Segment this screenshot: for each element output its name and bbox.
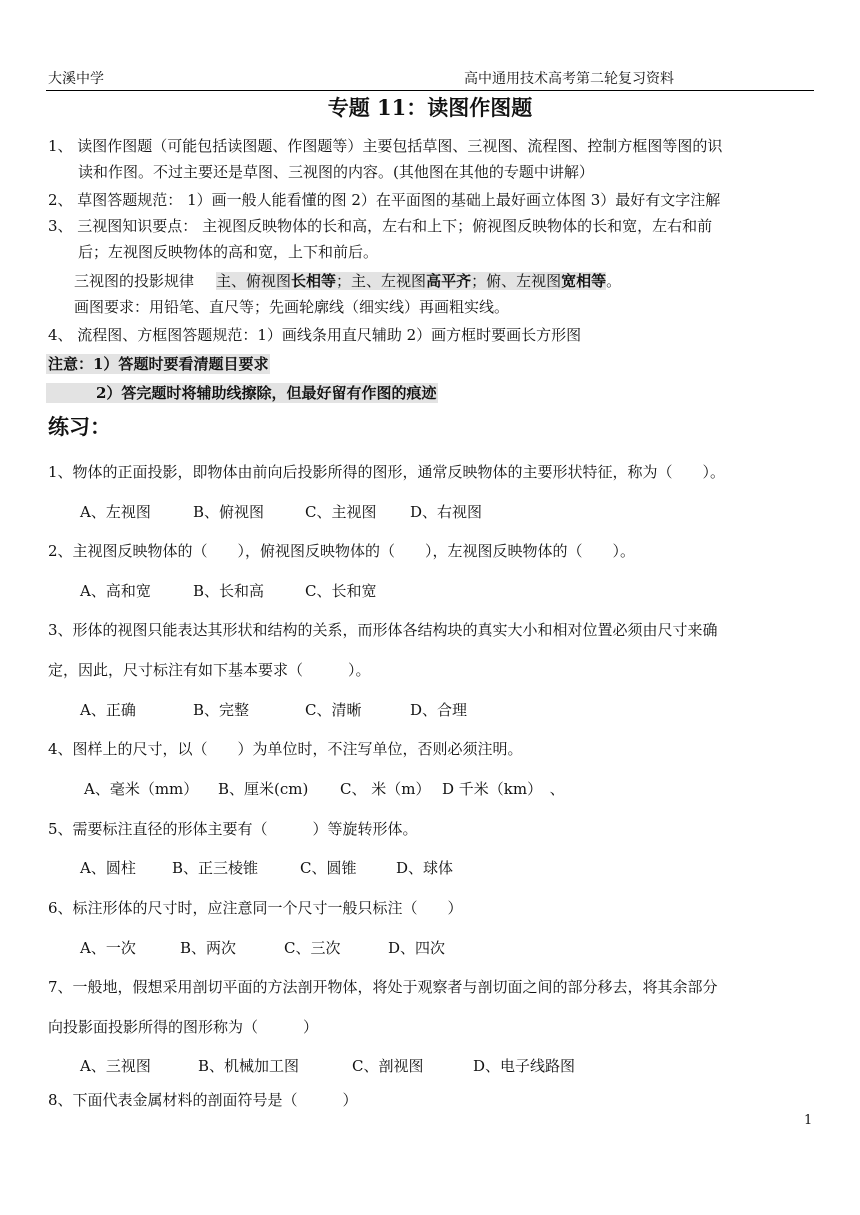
question-8: 8、下面代表金属材料的剖面符号是（ ） <box>48 1091 358 1109</box>
option: D、球体 <box>396 859 454 877</box>
question-7-line-1: 7、一般地，假想采用剖切平面的方法剖开物体，将处于观察者与剖切面之间的部分移去，将其余部分 <box>48 978 718 996</box>
option: B、两次 <box>180 939 237 957</box>
intro-item-3-line-1: 3、 三视图知识要点： 主视图反映物体的长和高，左右和上下；俯视图反映物体的长和宽，左右和前 <box>48 217 713 235</box>
intro-item-3-line-2: 后；左视图反映物体的高和宽，上下和前后。 <box>78 243 379 261</box>
option: B、厘米(cm) <box>218 780 309 798</box>
option: B、正三棱锥 <box>172 859 259 877</box>
header-school: 大溪中学 <box>48 71 104 87</box>
option: B、机械加工图 <box>198 1057 300 1075</box>
option: C、剖视图 <box>352 1057 424 1075</box>
note-line-1 <box>46 354 270 374</box>
intro-item-1-line-2: 读和作图。不过主要还是草图、三视图的内容。(其他图在其他的专题中讲解） <box>78 163 594 181</box>
option: C、 米（m） <box>340 780 431 798</box>
projection-part-3: ；俯、左视图 <box>471 272 562 290</box>
question-7-line-2: 向投影面投影所得的图形称为（ ） <box>48 1018 319 1036</box>
note-line-2 <box>46 383 438 403</box>
question-1: 1、物体的正面投影，即物体由前向后投影所得的图形，通常反映物体的主要形状特征，称为（ ）。 <box>48 463 726 481</box>
question-3-line-1: 3、形体的视图只能表达其形状和结构的关系，而形体各结构块的真实大小和相对位置必须由尺寸来确 <box>48 621 718 639</box>
page-number: 1 <box>804 1113 813 1128</box>
question-5-options <box>80 858 453 878</box>
projection-highlight <box>216 272 606 290</box>
note-2-text: 2）答完题时将辅助线擦除，但最好留有作图的痕迹 <box>46 383 438 403</box>
option: C、圆锥 <box>300 859 357 877</box>
option: D 千米（km） 、 <box>442 780 565 798</box>
projection-part-2: ；主、左视图 <box>336 272 427 290</box>
question-7-options <box>80 1056 575 1076</box>
option: A、左视图 <box>80 503 151 521</box>
projection-bold-3: 宽相等 <box>561 272 607 290</box>
option: C、三次 <box>284 939 341 957</box>
practice-heading: 练习： <box>48 414 111 439</box>
option: D、电子线路图 <box>473 1057 576 1075</box>
question-4-options <box>84 779 565 799</box>
question-6: 6、标注形体的尺寸时，应注意同一个尺寸一般只标注（ ） <box>48 899 463 917</box>
option: C、长和宽 <box>305 582 377 600</box>
option: A、圆柱 <box>80 859 136 877</box>
option: C、清晰 <box>305 701 362 719</box>
projection-rule <box>74 271 621 291</box>
intro-item-4: 4、 流程图、方框图答题规范：1）画线条用直尺辅助 2）画方框时要画长方形图 <box>48 326 582 344</box>
intro-item-1-line-1: 1、 读图作图题（可能包括读图题、作图题等）主要包括草图、三视图、流程图、控制方框图等图的识 <box>48 137 723 155</box>
option: A、三视图 <box>80 1057 151 1075</box>
option: A、正确 <box>80 701 136 719</box>
intro-item-2: 2、 草图答题规范： 1）画一般人能看懂的图 2）在平面图的基础上最好画立体图 3）最好有文字注解 <box>48 191 721 209</box>
drawing-requirements: 画图要求：用铅笔、直尺等；先画轮廓线（细实线）再画粗实线。 <box>74 298 510 316</box>
option: D、右视图 <box>410 503 483 521</box>
question-3-options <box>80 700 467 720</box>
projection-part-1: 主、俯视图 <box>216 272 292 290</box>
option: D、合理 <box>410 701 468 719</box>
option: A、高和宽 <box>80 582 151 600</box>
question-3-line-2: 定，因此，尺寸标注有如下基本要求（ ）。 <box>48 661 371 679</box>
option: B、完整 <box>193 701 250 719</box>
question-5: 5、需要标注直径的形体主要有（ ）等旋转形体。 <box>48 820 418 838</box>
header-divider <box>46 90 814 91</box>
option: B、俯视图 <box>193 503 265 521</box>
projection-label: 三视图的投影规律 <box>74 272 195 290</box>
option: A、一次 <box>80 939 136 957</box>
option: A、毫米（mm） <box>84 780 199 798</box>
projection-bold-2: 高平齐 <box>426 272 472 290</box>
header-course: 高中通用技术高考第二轮复习资料 <box>464 71 674 87</box>
projection-end: 。 <box>606 272 622 290</box>
page-title: 专题 11：读图作图题 <box>327 95 533 120</box>
option: D、四次 <box>388 939 446 957</box>
option: C、主视图 <box>305 503 377 521</box>
projection-bold-1: 长相等 <box>291 272 337 290</box>
question-2: 2、主视图反映物体的（ ），俯视图反映物体的（ ），左视图反映物体的（ ）。 <box>48 542 636 560</box>
question-6-options <box>80 938 445 958</box>
question-1-options <box>80 502 482 522</box>
question-2-options <box>80 581 376 601</box>
note-1-text: 注意：1）答题时要看清题目要求 <box>48 355 269 373</box>
option: B、长和高 <box>193 582 265 600</box>
question-4: 4、图样上的尺寸，以（ ）为单位时，不注写单位，否则必须注明。 <box>48 740 523 758</box>
